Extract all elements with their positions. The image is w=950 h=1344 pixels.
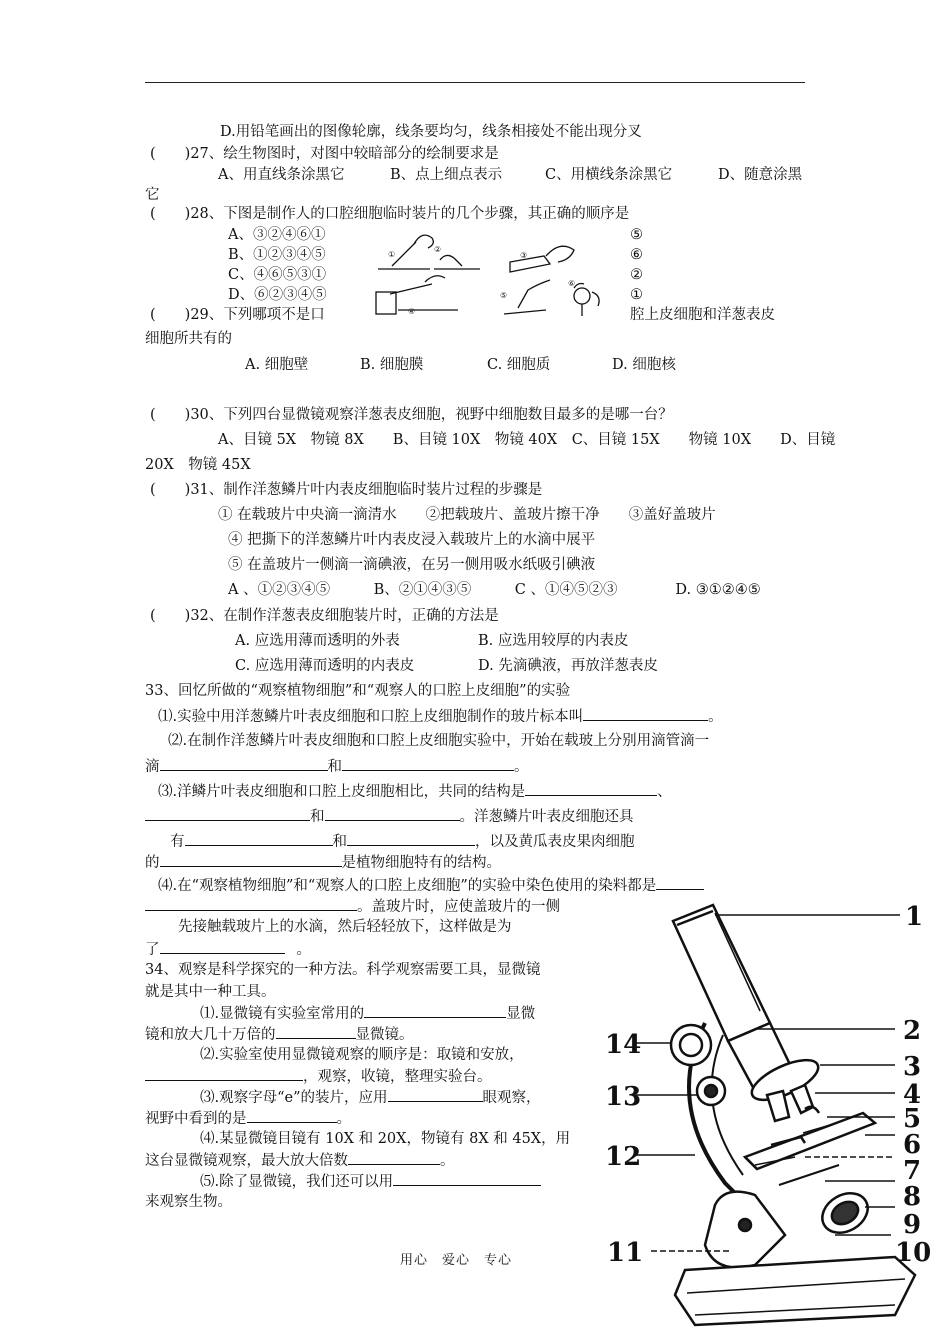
q33-p4-text: ⑷.在“观察植物细胞”和“观察人的口腔上皮细胞”的实验中染色使用的染料都是 <box>158 878 657 894</box>
q33-part-4-cont <box>145 896 560 917</box>
q33-part-3 <box>158 781 672 802</box>
q27-option-d-cont: 它 <box>145 187 160 203</box>
q34-p1-b: 显微 <box>506 1006 536 1022</box>
q33-p2-blank-b[interactable] <box>342 756 514 771</box>
q31-options: A 、①②③④⑤ B、②①④③⑤ C 、①④⑤②③ D. ③①②④⑤ <box>228 582 761 598</box>
q34-p4-blank[interactable] <box>348 1150 440 1165</box>
microscope-label-9: 9 <box>903 1210 922 1240</box>
q32-option-b: B. 应选用较厚的内表皮 <box>478 633 629 649</box>
q33-p2-blank-a[interactable] <box>160 756 328 771</box>
q34-p4-end: 。 <box>440 1153 455 1169</box>
q33-p3-g: 的 <box>145 855 160 871</box>
q33-part-2-blanks <box>145 756 529 777</box>
q33-stem: 33、回忆所做的“观察植物细胞”和“观察人的口腔上皮细胞”的实验 <box>145 683 571 699</box>
q33-p3-blank-e[interactable] <box>347 831 475 846</box>
q33-p1-text: ⑴.实验中用洋葱鳞片叶表皮细胞和口腔上皮细胞制作的玻片标本叫 <box>158 709 584 725</box>
q34-p1-c: 镜和放大几十万倍的 <box>145 1027 276 1043</box>
q28-option-d: D、⑥②③④⑤ <box>228 287 327 303</box>
q34-stem: 34、观察是科学探究的一种方法。科学观察需要工具，显微镜 <box>145 962 541 978</box>
q29-option-b: B. 细胞膜 <box>360 357 424 373</box>
q33-p3-b: 和 <box>310 809 325 825</box>
q33-p4-blank-b[interactable] <box>160 939 285 954</box>
q29-stem-cont: 细胞所共有的 <box>145 331 232 347</box>
q33-part-4-cont3 <box>145 939 311 960</box>
q34-p1-d: 显微镜。 <box>355 1027 414 1043</box>
microscope-label-2: 2 <box>903 1016 922 1046</box>
q33-p3-blank-c[interactable] <box>325 806 460 821</box>
microscope-label-3: 3 <box>903 1052 922 1082</box>
q28-option-b: B、①②③④⑤ <box>228 247 326 263</box>
q34-part-3 <box>200 1087 541 1108</box>
q34-p2-b: ，观察，收镜，整理实验台。 <box>303 1069 492 1085</box>
q28-option-a: A、③②④⑥① <box>228 227 326 243</box>
q28-col-item: ⑥ <box>630 247 643 263</box>
microscope-label-12: 12 <box>605 1142 642 1172</box>
q34-part-5 <box>200 1171 541 1192</box>
q34-stem-cont: 就是其中一种工具。 <box>145 984 276 1000</box>
q34-p3-blank-b[interactable] <box>247 1108 337 1123</box>
q26-option-d: D.用铅笔画出的图像轮廓，线条要均匀，线条相接处不能出现分叉 <box>220 124 642 140</box>
q33-p3-blank-f[interactable] <box>160 852 342 867</box>
step-marker-2: ② <box>434 245 442 254</box>
step-marker-6: ⑥ <box>568 279 576 288</box>
microscope-diagram <box>595 895 950 1344</box>
q33-part-3-cont <box>145 806 634 827</box>
q28-col-item: ⑤ <box>630 227 643 243</box>
q34-p5-blank[interactable] <box>393 1171 541 1186</box>
page-footer: 用心 爱心 专心 <box>400 1253 513 1268</box>
q33-p4-b: 。盖玻片时，应使盖玻片的一侧 <box>357 899 560 915</box>
q34-p5-text: ⑸.除了显微镜，我们还可以用 <box>200 1174 394 1190</box>
q33-p3-d: 有 <box>170 834 185 850</box>
microscope-label-4: 4 <box>903 1080 922 1110</box>
q27-stem: ( )27、绘生物图时，对图中较暗部分的绘制要求是 <box>150 146 499 162</box>
q29-stem-right: 腔上皮细胞和洋葱表皮 <box>630 307 775 323</box>
q28-col-item: ① <box>630 287 643 303</box>
step-marker-4: ④ <box>408 307 416 316</box>
microscope-label-5: 5 <box>903 1104 922 1134</box>
q34-p1-text: ⑴.显微镜有实验室常用的 <box>200 1006 365 1022</box>
q33-p2-end: 。 <box>514 759 529 775</box>
q32-option-d: D. 先滴碘液，再放洋葱表皮 <box>478 658 658 674</box>
q33-p1-end: 。 <box>708 709 723 725</box>
q29-option-c: C. 细胞质 <box>487 357 551 373</box>
q33-p3-e: 和 <box>332 834 347 850</box>
microscope-label-1: 1 <box>905 902 924 932</box>
q34-part-2: ⑵.实验室使用显微镜观察的顺序是：取镜和安放， <box>200 1047 524 1063</box>
q33-part-3-cont2 <box>170 831 635 852</box>
q30-options: A、目镜 5X 物镜 8X B、目镜 10X 物镜 40X C、目镜 15X 物镜 10X D、目镜 <box>218 432 836 448</box>
q34-part-4-cont <box>145 1150 455 1171</box>
q34-part-1-cont <box>145 1024 414 1045</box>
q28-option-c: C、④⑥⑤③① <box>228 267 327 283</box>
q32-stem: ( )32、在制作洋葱表皮细胞装片时，正确的方法是 <box>150 608 499 624</box>
q34-part-1 <box>200 1003 535 1024</box>
step-marker-5: ⑤ <box>500 291 508 300</box>
q33-p3-f: ，以及黄瓜表皮果肉细胞 <box>475 834 635 850</box>
q34-p1-blank-b[interactable] <box>276 1024 356 1039</box>
q34-p3-blank-a[interactable] <box>388 1087 483 1102</box>
q33-p3-blank-b[interactable] <box>145 806 310 821</box>
q33-p3-text: ⑶.洋鳞片叶表皮细胞和口腔上皮细胞相比，共同的结构是 <box>158 784 526 800</box>
q31-step-line-2: ④ 把撕下的洋葱鳞片叶内表皮浸入载玻片上的水滴中展平 <box>228 532 596 548</box>
q30-options-cont: 20X 物镜 45X <box>145 457 251 473</box>
q30-stem: ( )30、下列四台显微镜观察洋葱表皮细胞，视野中细胞数目最多的是哪一台？ <box>150 407 673 423</box>
q33-p3-c: 。洋葱鳞片叶表皮细胞还具 <box>459 809 634 825</box>
microscope-label-6: 6 <box>903 1130 922 1160</box>
q34-p1-blank-a[interactable] <box>364 1003 506 1018</box>
q32-option-a: A. 应选用薄而透明的外表 <box>235 633 400 649</box>
slide-prep-steps-figure <box>370 222 620 322</box>
q27-option-a: A、用直线条涂黑它 <box>218 167 345 183</box>
q27-option-b: B、点上细点表示 <box>390 167 503 183</box>
q33-p4-blank-a1[interactable] <box>656 875 704 890</box>
microscope-label-7: 7 <box>903 1156 922 1186</box>
q33-part-4 <box>158 875 704 896</box>
q29-stem-left: ( )29、下列哪项不是口 <box>150 307 325 323</box>
q33-p3-blank-d[interactable] <box>185 831 333 846</box>
q34-p3-c: 视野中看到的是 <box>145 1111 247 1127</box>
step-marker-1: ① <box>388 250 396 259</box>
q34-p3-end: 。 <box>336 1111 351 1127</box>
q33-part-4-cont2: 先接触载玻片上的水滴，然后轻轻放下，这样做是为 <box>178 919 512 935</box>
q33-p4-d: 了 <box>145 942 160 958</box>
q34-part-5-cont: 来观察生物。 <box>145 1194 232 1210</box>
q28-col-item: ② <box>630 267 643 283</box>
q33-p2-b: 和 <box>327 759 342 775</box>
q33-p3-sep: 、 <box>657 784 672 800</box>
q33-p3-blank-a[interactable] <box>525 781 657 796</box>
q34-p4-b: 这台显微镜观察，最大放大倍数 <box>145 1153 348 1169</box>
q34-p3-b: 眼观察， <box>482 1090 541 1106</box>
q33-p2-a: 滴 <box>145 759 160 775</box>
q34-p2-blank[interactable] <box>145 1066 303 1081</box>
microscope-label-11: 11 <box>607 1238 644 1268</box>
q31-stem: ( )31、制作洋葱鳞片叶内表皮细胞临时装片过程的步骤是 <box>150 482 543 498</box>
q31-step-line-3: ⑤ 在盖玻片一侧滴一滴碘液，在另一侧用吸水纸吸引碘液 <box>228 557 596 573</box>
q34-part-4: ⑷.某显微镜目镜有 10X 和 20X，物镜有 8X 和 45X，用 <box>200 1131 571 1147</box>
microscope-label-10: 10 <box>895 1238 932 1268</box>
q29-option-a: A. 细胞壁 <box>245 357 309 373</box>
q33-part-2: ⑵.在制作洋葱鳞片叶表皮细胞和口腔上皮细胞实验中，开始在载玻上分别用滴管滴一 <box>168 733 710 749</box>
q27-option-d: D、随意涂黑 <box>718 167 803 183</box>
q32-option-c: C. 应选用薄而透明的内表皮 <box>235 658 415 674</box>
q33-part-1 <box>158 706 723 727</box>
q33-p4-end: 。 <box>296 942 311 958</box>
q29-option-d: D. 细胞核 <box>612 357 676 373</box>
q28-stem: ( )28、下图是制作人的口腔细胞临时装片的几个步骤，其正确的顺序是 <box>150 206 630 222</box>
microscope-label-13: 13 <box>605 1082 642 1112</box>
q33-p1-blank[interactable] <box>583 706 708 721</box>
q33-part-3-cont3 <box>145 852 501 873</box>
step-marker-3: ③ <box>520 251 528 260</box>
q34-part-3-cont <box>145 1108 351 1129</box>
microscope-label-14: 14 <box>605 1030 642 1060</box>
microscope-label-8: 8 <box>903 1182 922 1212</box>
header-rule <box>145 82 805 83</box>
q27-option-c: C、用横线条涂黑它 <box>545 167 673 183</box>
q33-p4-blank-a2[interactable] <box>145 896 357 911</box>
q34-p3-text: ⑶.观察字母“e”的装片，应用 <box>200 1090 388 1106</box>
q33-p3-h: 是植物细胞特有的结构。 <box>341 855 501 871</box>
q31-step-line-1: ① 在载玻片中央滴一滴清水 ②把载玻片、盖玻片擦干净 ③盖好盖玻片 <box>218 507 716 523</box>
q34-part-2-cont <box>145 1066 492 1087</box>
